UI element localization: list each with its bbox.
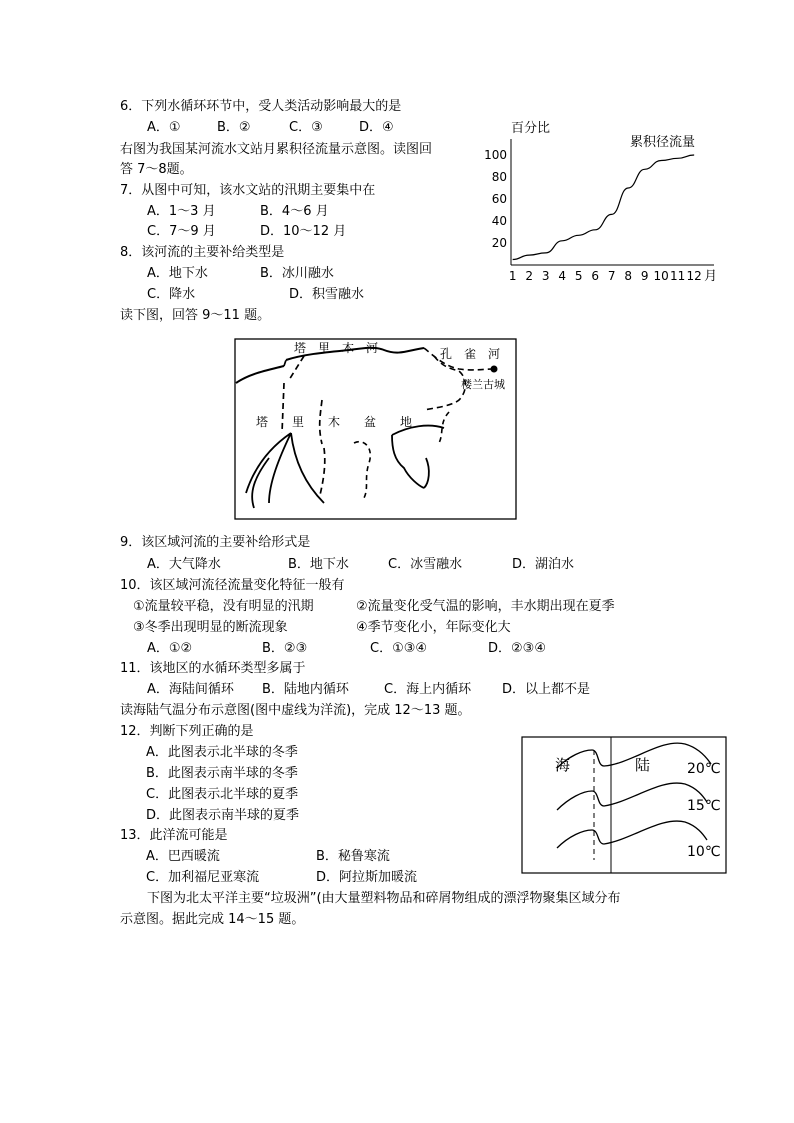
chart-xtick-label: 5 <box>574 269 583 283</box>
q11-stem: 11．该地区的水循环类型多属于 <box>120 661 306 676</box>
chart-xtick-label: 2 <box>525 269 533 283</box>
chart-ytick-label: 80 <box>491 170 507 184</box>
q12-stem: 12．判断下列正确的是 <box>120 724 254 739</box>
q9-option-c: C．冰雪融水 <box>388 557 463 572</box>
isotherm-10 <box>557 821 707 848</box>
chart-xtick-label: 11 <box>670 269 686 283</box>
label-sea: 海 <box>555 756 571 774</box>
q9-option-a: A．大气降水 <box>147 557 221 572</box>
lower-tarim-dry <box>424 356 465 410</box>
chart-xtick-label: 1 <box>508 269 517 283</box>
q11-option-b: B．陆地内循环 <box>262 682 349 697</box>
intro-9-11: 读下图，回答 9～11 题。 <box>120 308 271 323</box>
q9-option-b: B．地下水 <box>288 557 349 572</box>
q6-option-a: A．① <box>147 120 181 135</box>
q10-statement-2: ②流量变化受气温的影响，丰水期出现在夏季 <box>356 599 615 614</box>
q11-option-d: D．以上都不是 <box>502 682 591 697</box>
chart-xtick-label: 7 <box>607 269 616 283</box>
chart-xtick-label: 4 <box>558 269 566 283</box>
intro-7-8-line2: 答 7～8题。 <box>120 162 193 177</box>
q8-option-c: C．降水 <box>147 287 196 302</box>
q10-option-b: B．②③ <box>262 641 308 656</box>
q8-option-b: B．冰川融水 <box>260 266 334 281</box>
q9-option-d: D．湖泊水 <box>512 557 575 572</box>
chart-ytick-label: 40 <box>491 214 507 228</box>
q13-option-a: A．巴西暖流 <box>146 849 220 864</box>
q7-option-d: D．10～12 月 <box>260 224 347 239</box>
label-land: 陆 <box>635 756 651 774</box>
sea-land-temperature-map <box>521 736 727 874</box>
label-15c: 15℃ <box>687 798 721 814</box>
q13-option-b: B．秘鲁寒流 <box>316 849 390 864</box>
chart-xtick-label: 12 <box>686 269 702 283</box>
intro-14-15-line2: 示意图。据此完成 14～15 题。 <box>120 912 305 927</box>
q10-option-c: C．①③④ <box>370 641 428 656</box>
q7-option-c: C．7～9 月 <box>147 224 216 239</box>
q6-stem: 6．下列水循环环节中，受人类活动影响最大的是 <box>120 99 402 114</box>
q13-stem: 13．此洋流可能是 <box>120 828 228 843</box>
label-10c: 10℃ <box>687 844 721 860</box>
chart-ylabel: 百分比 <box>511 121 551 136</box>
label-tarim-basin: 塔 里 木 盆 地 <box>256 415 413 429</box>
chart-xtick-label: 3 <box>541 269 550 283</box>
q7-stem: 7．从图中可知，该水文站的汛期主要集中在 <box>120 183 376 198</box>
chart-xtick-label: 9 <box>640 269 649 283</box>
chart-xtick-label: 10 <box>653 269 669 283</box>
q10-option-d: D．②③④ <box>488 641 546 656</box>
q10-statement-3: ③冬季出现明显的断流现象 <box>133 620 288 635</box>
intro-12-13: 读海陆气温分布示意图(图中虚线为洋流)，完成 12～13 题。 <box>120 703 471 718</box>
q13-option-c: C．加利福尼亚寒流 <box>146 870 260 885</box>
south-river-1 <box>354 442 370 498</box>
label-loulan: 楼兰古城 <box>461 378 505 391</box>
intro-14-15-line1: 下图为北太平洋主要“垃圾洲”(由大量塑料物品和碎屑物组成的漂浮物聚集区域分布 <box>147 891 621 906</box>
q11-option-a: A．海陆间循环 <box>147 682 234 697</box>
chart-ytick-label: 60 <box>491 192 507 206</box>
q12-option-a: A．此图表示北半球的冬季 <box>146 745 298 760</box>
chart-xtick-label: 6 <box>591 269 599 283</box>
q10-stem: 10．该区域河流径流量变化特征一般有 <box>120 578 345 593</box>
intro-7-8-line1: 右图为我国某河流水文站月累积径流量示意图。读图回 <box>120 142 433 157</box>
q10-statement-1: ①流量较平稳，没有明显的汛期 <box>133 599 314 614</box>
label-20c: 20℃ <box>687 761 721 777</box>
tarim-basin-map <box>234 338 518 521</box>
q10-statement-4: ④季节变化小，年际变化大 <box>356 620 511 635</box>
q6-option-c: C．③ <box>289 120 323 135</box>
map-frame <box>235 339 516 519</box>
q8-option-d: D．积雪融水 <box>289 287 365 302</box>
label-kongque-river: 孔 雀 河 <box>440 347 501 361</box>
q9-stem: 9．该区域河流的主要补给形式是 <box>120 535 311 550</box>
q13-option-d: D．阿拉斯加暖流 <box>316 870 418 885</box>
chart-xtick-label: 8 <box>624 269 632 283</box>
q8-stem: 8．该河流的主要补给类型是 <box>120 245 285 260</box>
chart-series-line <box>513 155 695 260</box>
chart-xlabel: 月 <box>704 269 718 284</box>
q12-option-b: B．此图表示南半球的冬季 <box>146 766 298 781</box>
q12-option-c: C．此图表示北半球的夏季 <box>146 787 299 802</box>
label-tarim-river: 塔 里 木 河 <box>294 341 379 355</box>
q8-option-a: A．地下水 <box>147 266 208 281</box>
q12-option-d: D．此图表示南半球的夏季 <box>146 808 300 823</box>
chart-series-label: 累积径流量 <box>630 135 696 150</box>
q6-option-d: D．④ <box>359 120 394 135</box>
q6-option-b: B．② <box>217 120 251 135</box>
q7-option-b: B．4～6 月 <box>260 204 329 219</box>
q7-option-a: A．1～3 月 <box>147 204 216 219</box>
chart-ytick-label: 20 <box>491 236 507 250</box>
q11-option-c: C．海上内循环 <box>384 682 472 697</box>
southwest-rivers <box>246 433 324 508</box>
south-river-2 <box>392 426 444 488</box>
chart-ytick-label: 100 <box>484 148 507 162</box>
q10-option-a: A．①② <box>147 641 193 656</box>
runoff-chart <box>478 115 734 287</box>
isotherm-15 <box>557 783 707 810</box>
